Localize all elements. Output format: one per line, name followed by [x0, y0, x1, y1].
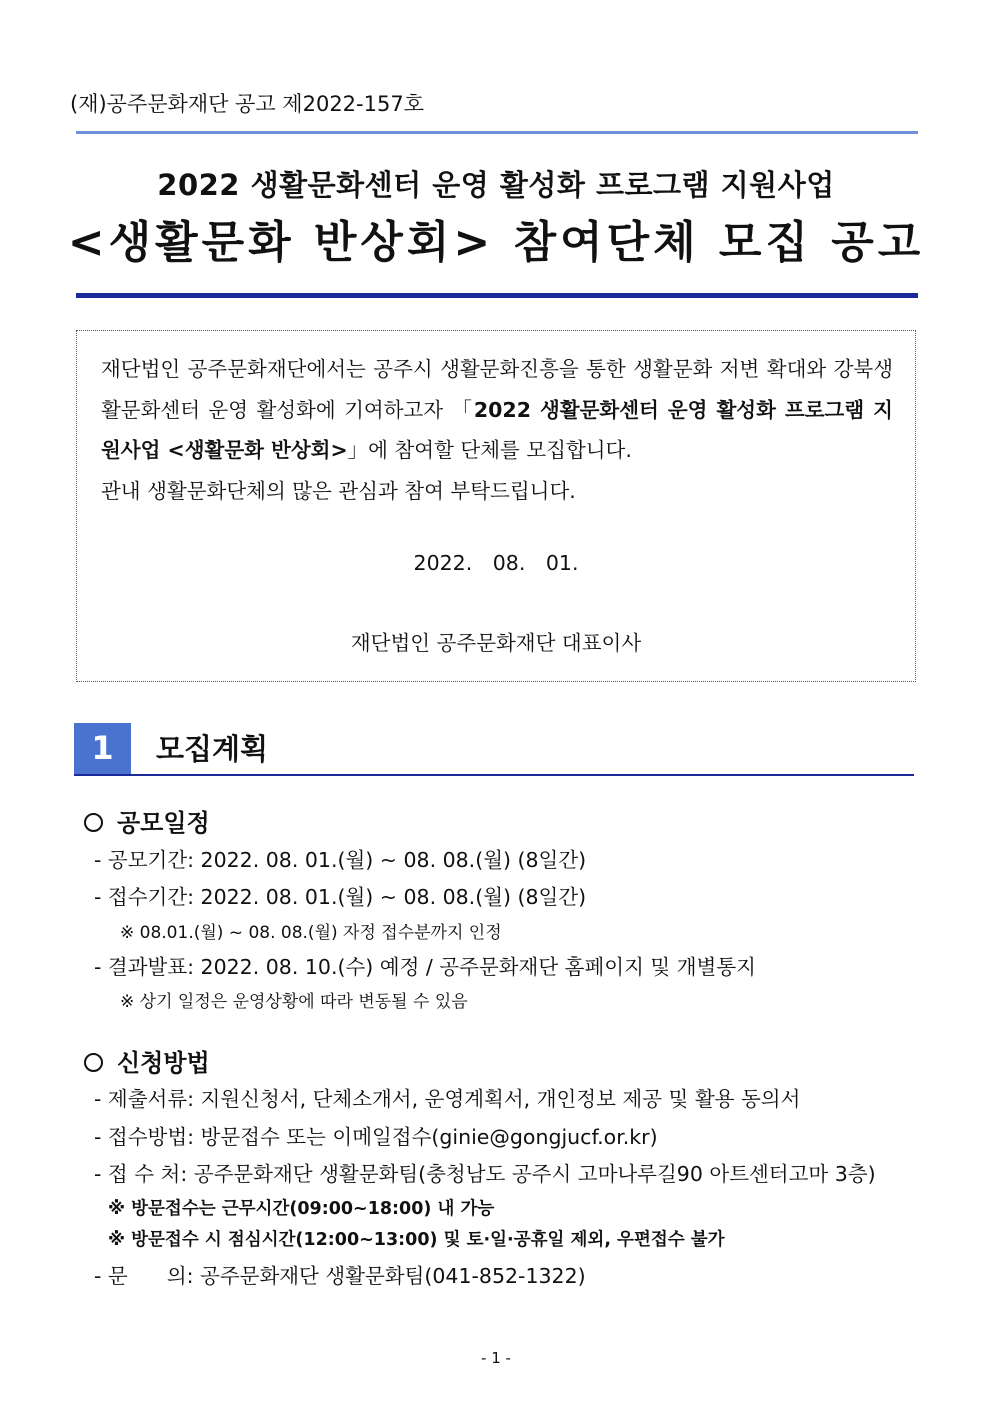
schedule-item: - 공모기간: 2022. 08. 01.(월) ~ 08. 08.(월) (8일간)	[94, 848, 587, 872]
intro-paragraph	[101, 349, 893, 511]
method-note: ※ 방문접수는 근무시간(09:00~18:00) 내 가능	[108, 1199, 495, 1219]
intro-text-bold: 2022 생활문화센터 운영 활성화 프로그램 지원사업 <생활문화 반상회>	[101, 397, 893, 462]
section-number: 1	[74, 723, 131, 774]
title-divider	[76, 293, 918, 298]
method-how: - 접수방법: 방문접수 또는 이메일접수(ginie@gongjucf.or.kr)	[94, 1125, 658, 1149]
intro-text-part2: 」에 참여할 단체를 모집합니다.	[347, 438, 632, 462]
document-title-line2: <생활문화 반상회> 참여단체 모집 공고	[67, 217, 925, 268]
notice-number: (재)공주문화재단 공고 제2022-157호	[70, 92, 424, 116]
circle-bullet-icon	[84, 813, 103, 832]
circle-bullet-icon	[84, 1053, 103, 1072]
schedule-note: ※ 상기 일정은 운영상황에 따라 변동될 수 있음	[120, 992, 468, 1012]
method-note: ※ 방문접수 시 점심시간(12:00~13:00) 및 토·일·공휴일 제외, 우편접수 불가	[108, 1230, 725, 1250]
intro-signature: 재단법인 공주문화재단 대표이사	[350, 631, 642, 655]
intro-box	[76, 330, 916, 682]
schedule-note: ※ 08.01.(월) ~ 08. 08.(월) 자정 접수분까지 인정	[120, 923, 502, 943]
schedule-heading	[84, 803, 210, 838]
section-divider	[74, 774, 914, 776]
intro-date: 2022. 08. 01.	[413, 551, 579, 575]
header-divider	[76, 131, 918, 134]
schedule-heading-label: 공모일정	[117, 809, 210, 837]
page-number: - 1 -	[481, 1349, 511, 1367]
method-heading-label: 신청방법	[117, 1049, 210, 1077]
method-where: - 접 수 처: 공주문화재단 생활문화팀(충청남도 공주시 고마나루길90 아트센터고마 3층)	[94, 1162, 876, 1186]
schedule-item: - 접수기간: 2022. 08. 01.(월) ~ 08. 08.(월) (8일간)	[94, 885, 587, 909]
method-heading	[84, 1043, 210, 1078]
schedule-result: - 결과발표: 2022. 08. 10.(수) 예정 / 공주문화재단 홈페이지 및 개별통지	[94, 955, 756, 979]
method-contact: - 문 의: 공주문화재단 생활문화팀(041-852-1322)	[94, 1264, 586, 1288]
method-docs: - 제출서류: 지원신청서, 단체소개서, 운영계획서, 개인정보 제공 및 활용 동의서	[94, 1087, 801, 1111]
intro-text-line4: 관내 생활문화단체의 많은 관심과 참여 부탁드립니다.	[101, 478, 576, 503]
intro-text-part1: 재단법인 공주문화재단에서는 공주시 생활문화진흥을 통한 생활문화 저변 확대와 강북생활문화센터 운영 활성화에 기여하고자 「	[101, 357, 893, 422]
section-title: 모집계획	[156, 732, 269, 766]
document-title-line1: 2022 생활문화센터 운영 활성화 프로그램 지원사업	[157, 168, 835, 202]
